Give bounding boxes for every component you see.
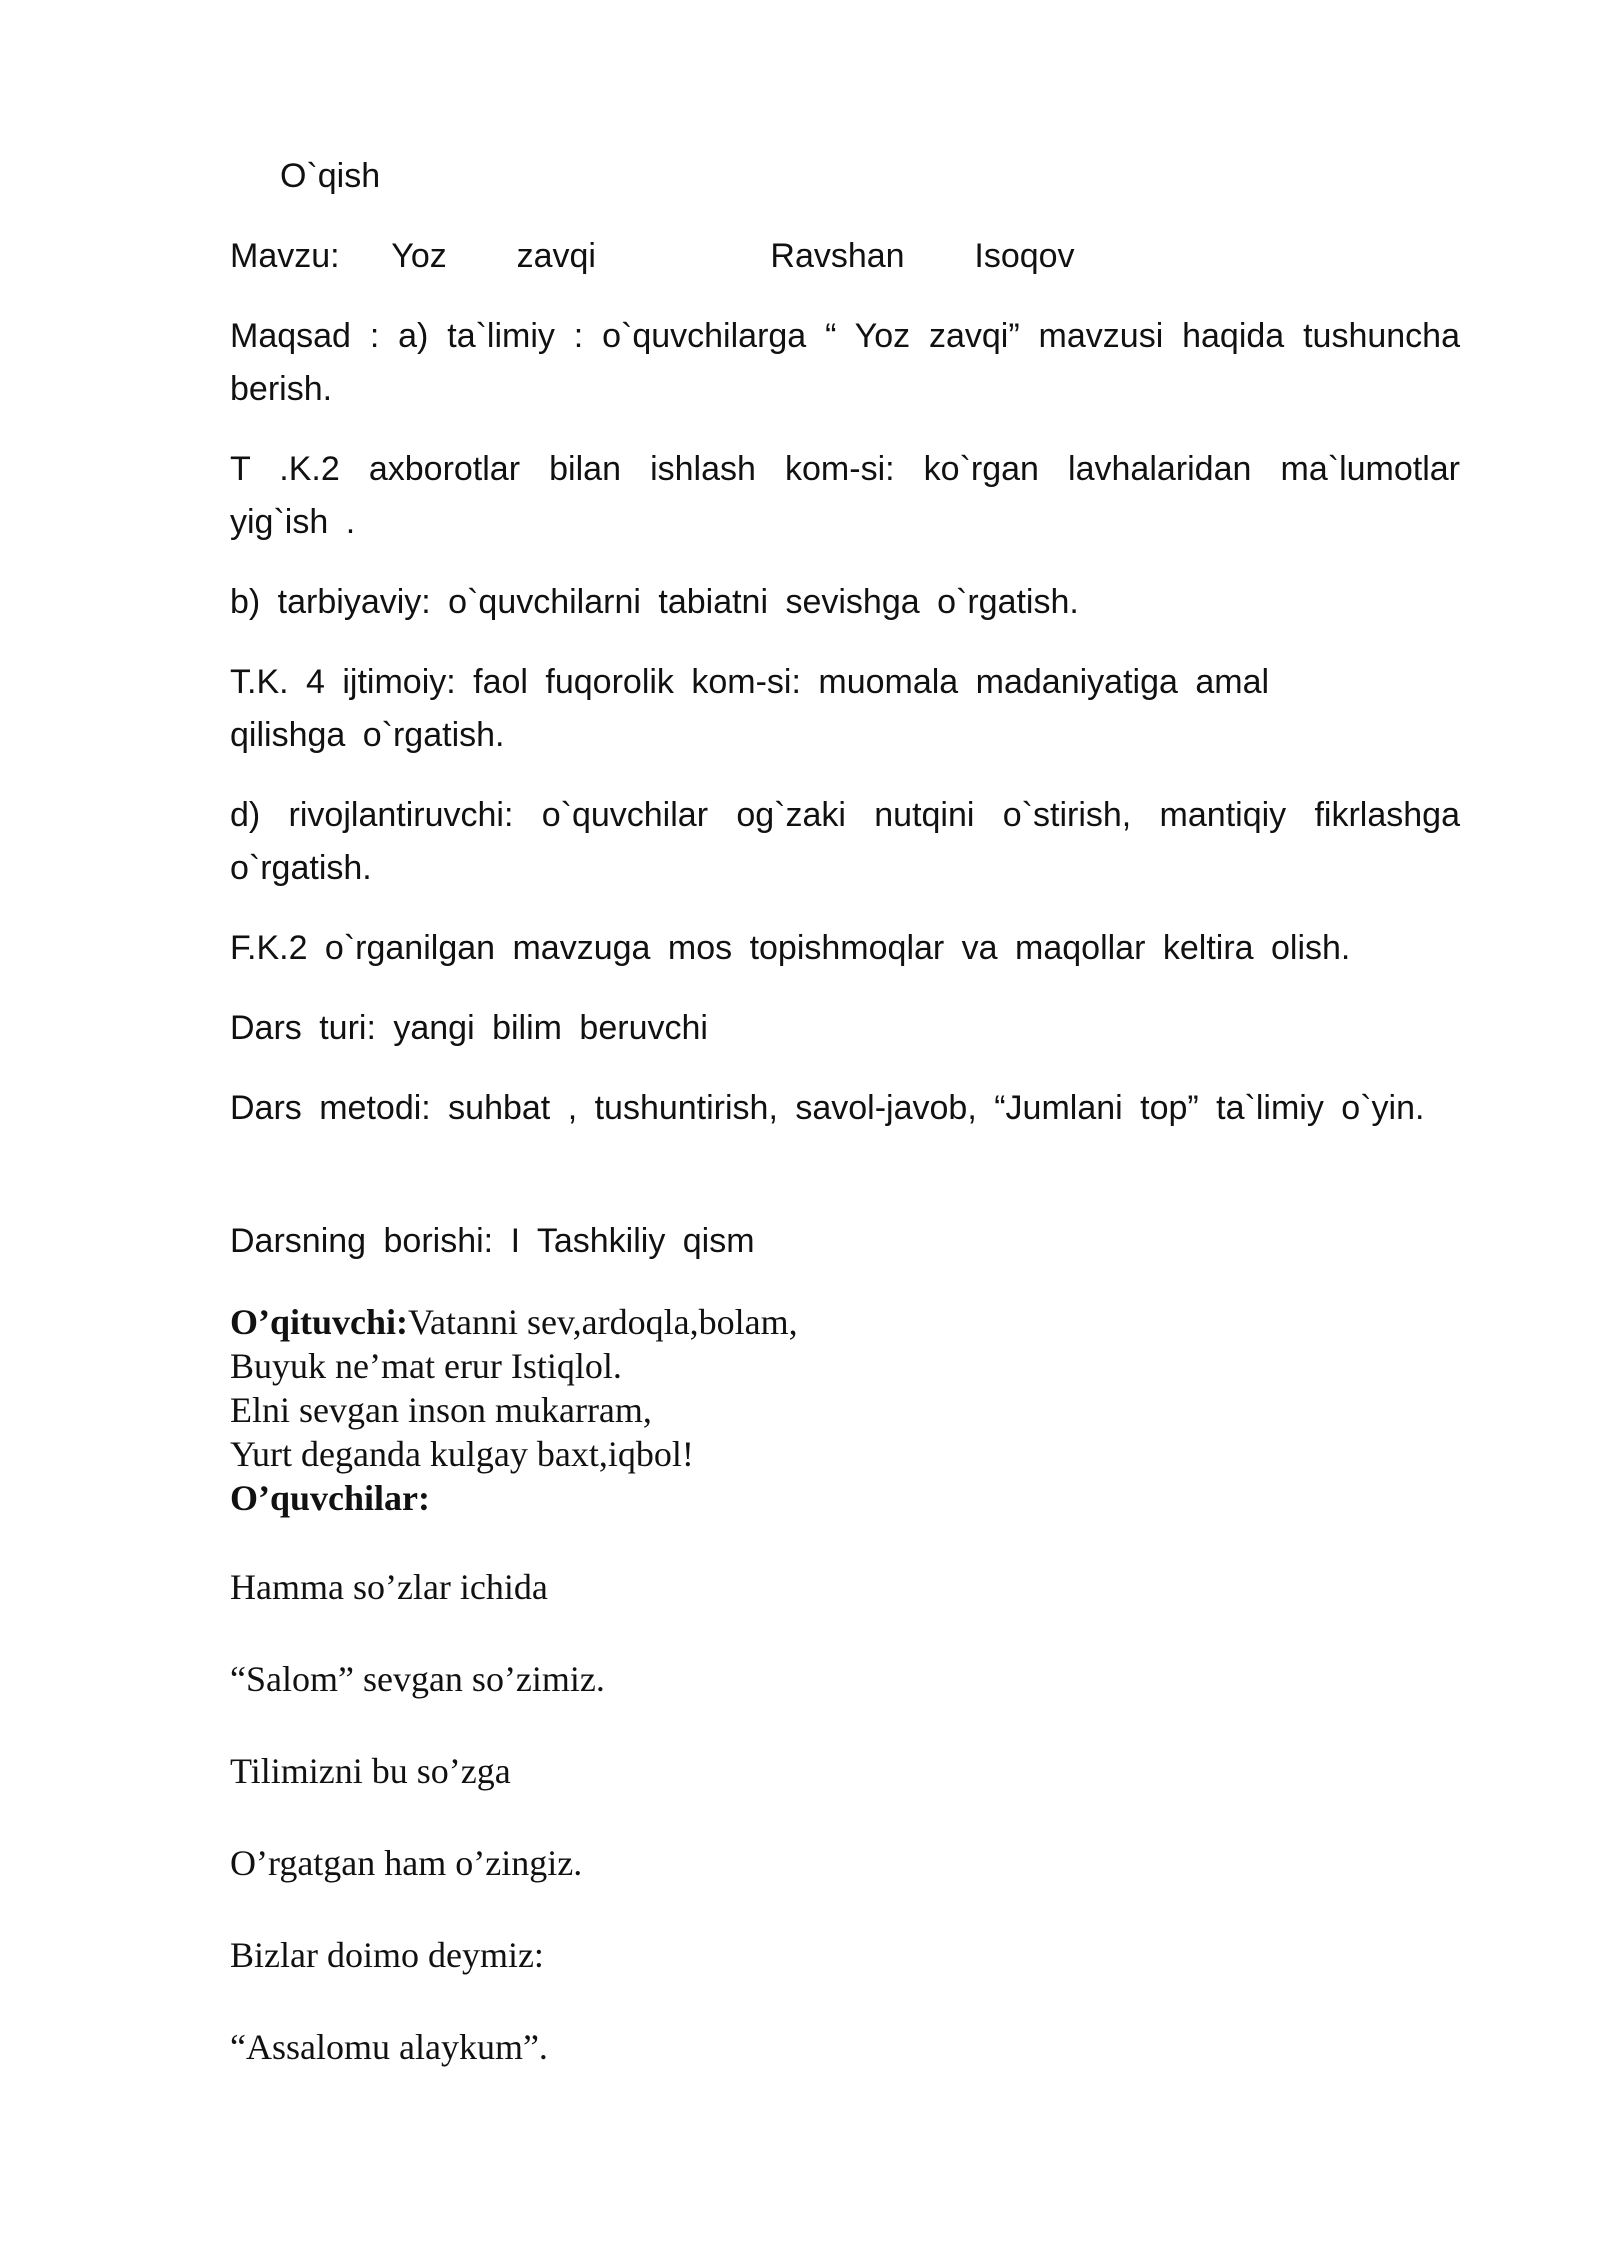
goal-developmental: d) rivojlantiruvchi: o`quvchilar og`zaki nutqini o`stirish, mantiqiy fikrlashga o`rgatish. [230,796,1460,887]
competence-fk2: F.K.2 o`rganilgan mavzuga mos topishmoqlar va maqollar keltira olish. [230,929,1351,967]
student-line-2: “Salom” sevgan so’zimiz. [230,1659,605,1699]
goal-upbringing: b) tarbiyaviy: o`quvchilarni tabiatni sevishga o`rgatish. [230,583,1079,621]
student-line-4: O’rgatgan ham o’zingiz. [230,1843,583,1883]
teacher-label: O’qituvchi: [230,1302,409,1342]
teacher-poem-line-3: Elni sevgan inson mukarram, [230,1390,652,1430]
student-line-6: “Assalomu alaykum”. [230,2027,548,2067]
lesson-progress: Darsning borishi: I Tashkiliy qism [230,1222,755,1260]
student-line-3: Tilimizni bu so’zga [230,1751,511,1791]
goal-tk2: T .K.2 axborotlar bilan ishlash kom-si: ko`rgan lavhalaridan ma`lumotlar yig`ish . [230,450,1460,541]
student-line-1: Hamma so’zlar ichida [230,1567,548,1607]
lesson-methods: Dars metodi: suhbat , tushuntirish, savol-javob, “Jumlani top” ta`limiy o`yin. [230,1089,1425,1127]
teacher-poem-line-2: Buyuk ne’mat erur Istiqlol. [230,1346,622,1386]
teacher-poem-line-1: O’qituvchi:Vatanni sev,ardoqla,bolam, [230,1302,798,1342]
teacher-poem [230,1300,1460,1520]
topic-line: Mavzu: Yoz zavqi Ravshan Isoqov [230,237,1075,275]
goal-educational: Maqsad : a) ta`limiy : o`quvchilarga “ Yoz zavqi” mavzusi haqida tushuncha berish. [230,317,1460,408]
lesson-subject-title: O`qish [280,157,381,195]
lesson-type: Dars turi: yangi bilim beruvchi [230,1009,708,1047]
students-label: O’quvchilar: [230,1478,431,1518]
student-line-5: Bizlar doimo deymiz: [230,1935,544,1975]
teacher-poem-line-4: Yurt deganda kulgay baxt,iqbol! [230,1434,694,1474]
goal-tk4: T.K. 4 ijtimoiy: faol fuqorolik kom-si: muomala madaniyatiga amal qilishga o`rgatish. [230,663,1270,754]
